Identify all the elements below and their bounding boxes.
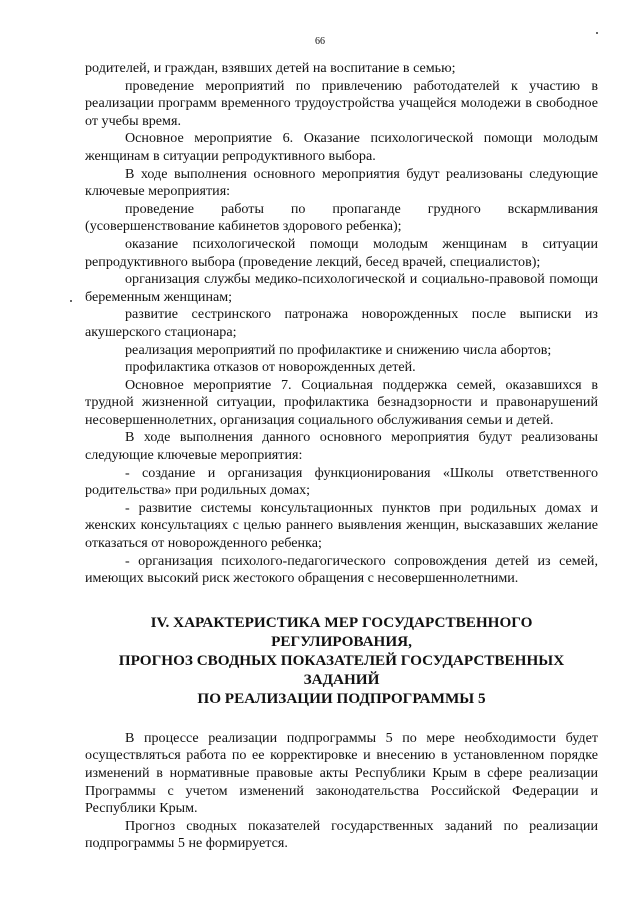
paragraph: Основное мероприятие 6. Оказание психологической помощи молодым женщинам в ситуации репродуктивного выбора. [85,130,598,164]
paragraph: Основное мероприятие 7. Социальная поддержка семей, оказавшихся в трудной жизненной ситуации, профилактика безнадзорности и правонарушений несовершеннолетних, организация социального обслуживания семьи и детей. [85,376,598,428]
paragraph: проведение мероприятий по привлечению работодателей к участию в реализации программ временного трудоустройства учащейся молодежи в свободное от учебы время. [85,77,598,129]
scan-speck [596,32,598,34]
scan-speck [70,300,72,302]
paragraph: оказание психологической помощи молодым женщинам в ситуации репродуктивного выбора (проведение лекций, бесед врачей, специалистов); [85,235,598,270]
paragraph: профилактика отказов от новорожденных детей. [125,359,416,376]
paragraph: проведение работы по пропаганде грудного вскармливания (усовершенствование кабинетов здорового ребенка); [85,200,598,235]
paragraph: реализация мероприятий по профилактике и снижению числа абортов; [125,341,552,358]
document-body [85,60,598,853]
paragraph: В ходе выполнения основного мероприятия будут реализованы следующие ключевые мероприятия: [85,165,598,200]
paragraph: - организация психолого-педагогического сопровождения детей из семей, имеющих высокий риск жестокого обращения с несовершеннолетними. [85,552,598,587]
paragraph: - создание и организация функционирования «Школы ответственного родительства» при родильных домах; [85,464,598,499]
paragraph: развитие сестринского патронажа новорожденных после выписки из акушерского стационара; [85,306,598,340]
paragraph: В ходе выполнения данного основного мероприятия будут реализованы следующие ключевые мероприятия: [85,429,598,464]
paragraph: - развитие системы консультационных пунктов при родильных домах и женских консультациях с целью раннего выявления женщин, высказавших желание отказаться от новорожденного ребенка; [85,499,598,552]
paragraph: организация службы медико-психологической и социально-правовой помощи беременным женщинам; [85,271,598,305]
section-heading [85,613,598,708]
section-heading-line-1: IV. ХАРАКТЕРИСТИКА МЕР ГОСУДАРСТВЕННОГО РЕГУЛИРОВАНИЯ, [150,613,533,650]
top-paragraphs [85,60,598,588]
bottom-paragraphs [85,730,598,853]
section-heading-line-3: ПО РЕАЛИЗАЦИИ ПОДПРОГРАММЫ 5 [197,689,486,707]
paragraph: Прогноз сводных показателей государственных заданий по реализации подпрограммы 5 не формируется. [85,817,598,852]
paragraph: родителей, и граждан, взявших детей на воспитание в семью; [85,60,456,76]
page-number: 66 [315,36,325,47]
section-heading-line-2: ПРОГНОЗ СВОДНЫХ ПОКАЗАТЕЛЕЙ ГОСУДАРСТВЕННЫХ ЗАДАНИЙ [118,651,565,688]
paragraph: В процессе реализации подпрограммы 5 по мере необходимости будет осуществляться работа по ее корректировке и внесению в установленном порядке изменений в нормативные правовые акты Республики Крым в сфере реализации Программы с учетом изменений законодательства Российской Федерации и Республики Крым. [85,729,598,817]
